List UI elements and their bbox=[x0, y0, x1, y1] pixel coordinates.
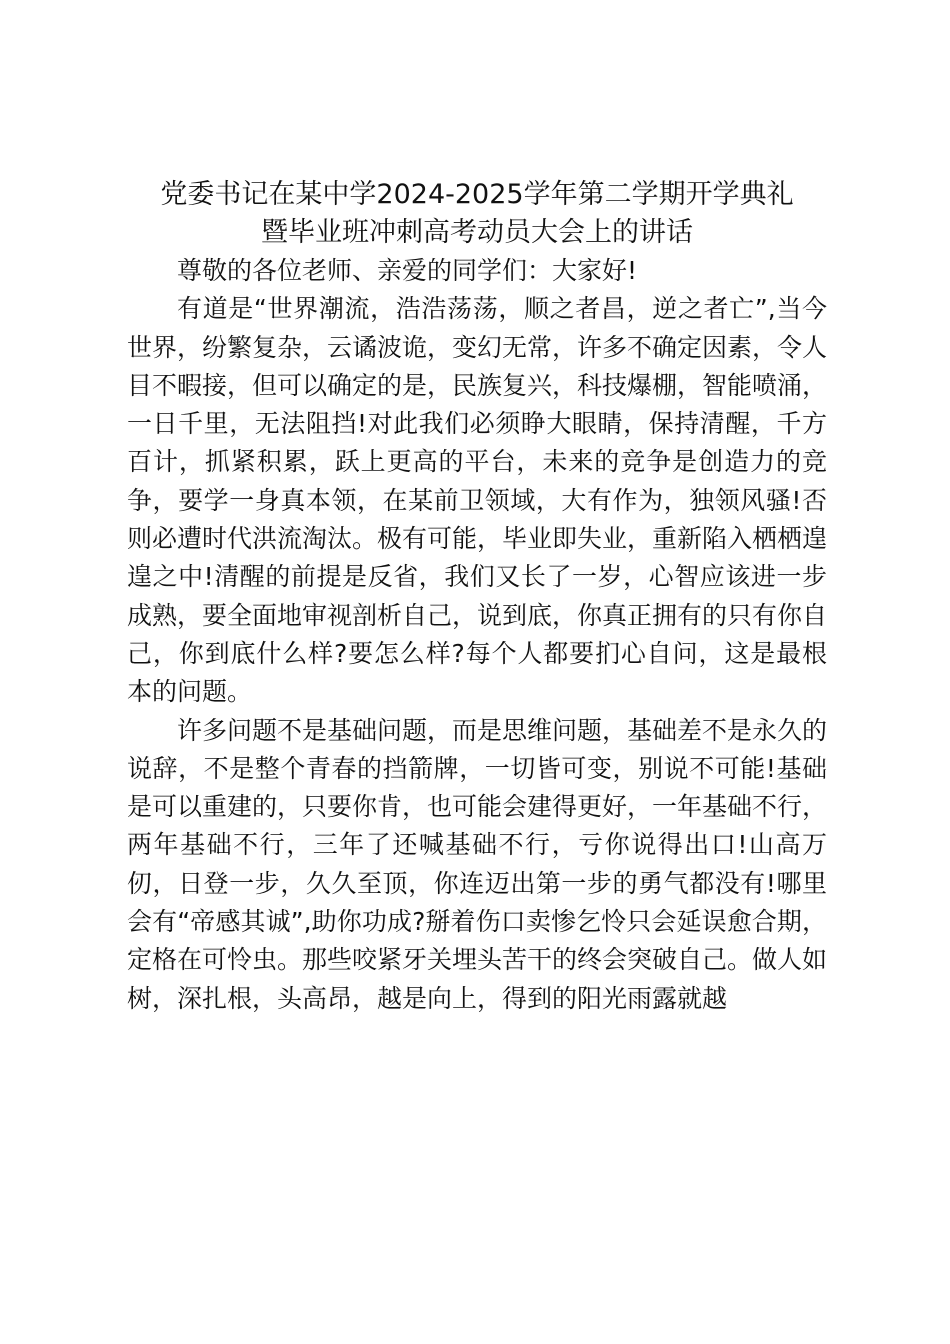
document-body bbox=[127, 176, 827, 1018]
title-line-2: 暨毕业班冲刺高考动员大会上的讲话 bbox=[261, 217, 693, 248]
paragraph-1: 有道是“世界潮流，浩浩荡荡，顺之者昌，逆之者亡”,当今世界，纷繁复杂，云谲波诡，变幻无常，许多不确定因素，令人目不暇接，但可以确定的是，民族复兴，科技爆棚，智能喷涌，一日千里，无法阻挡!对此我们必须睁大眼睛，保持清醒，千方百计，抓紧积累，跃上更高的平台，未来的竞争是创造力的竞争，要学一身真本领，在某前卫领域，大有作为，独领风骚!否则必遭时代洪流淘汰。极有可能，毕业即失业，重新陷入栖栖遑遑之中!清醒的前提是反省，我们又长了一岁，心智应该进一步成熟，要全面地审视剖析自己，说到底，你真正拥有的只有你自己，你到底什么样?要怎么样?每个人都要扪心自问，这是最根本的问题。 bbox=[127, 294, 828, 707]
paragraph-2: 许多问题不是基础问题，而是思维问题，基础差不是永久的说辞，不是整个青春的挡箭牌，一切皆可变，别说不可能!基础是可以重建的，只要你肯，也可能会建得更好，一年基础不行，两年基础不行，三年了还喊基础不行，亏你说得出口!山高万仞，日登一步，久久至顶，你连迈出第一步的勇气都没有!哪里会有“帝感其诚”,助你功成?掰着伤口卖惨乞怜只会延误愈合期，定格在可怜虫。那些咬紧牙关埋头苦干的终会突破自己。做人如树，深扎根，头高昂，越是向上，得到的阳光雨露就越 bbox=[127, 715, 828, 1013]
document-title bbox=[115, 176, 839, 252]
title-line-1: 党委书记在某中学2024-2025学年第二学期开学典礼 bbox=[160, 179, 794, 210]
salutation: 尊敬的各位老师、亲爱的同学们：大家好! bbox=[177, 256, 638, 285]
